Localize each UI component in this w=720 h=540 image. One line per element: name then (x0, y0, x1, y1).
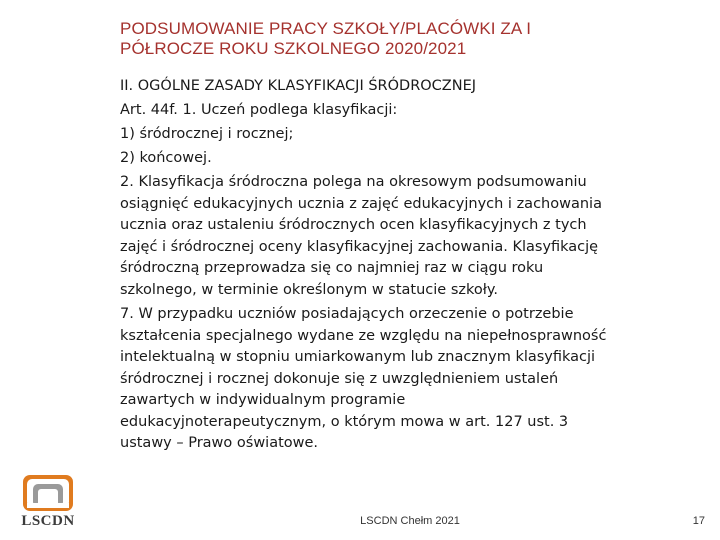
slide-body (120, 76, 705, 458)
list-item: 2) końcowej. (120, 150, 212, 166)
page-number: 17 (692, 515, 705, 527)
article-intro: Art. 44f. 1. Uczeń podlega klasyfikacji: (120, 102, 398, 118)
section-heading: II. OGÓLNE ZASADY KLASYFIKACJI ŚRÓDROCZNEJ (120, 78, 477, 94)
footer-text: LSCDN Chełm 2021 (360, 515, 460, 527)
paragraph-classification: 2. Klasyfikacja śródroczna polega na okresowym podsumowaniu osiągnięć edukacyjnych ucznia z zajęć edukacyjnych i zachowania ucznia oraz ustaleniu śródrocznych ocen klasyfikacyjnych z tych zajęć i śródrocznej oceny klasyfikacyjnej zachowania. Klasyfikację śródroczną przeprowadza się co najmniej raz w ciągu roku szkolnego, w terminie określonym w statucie szkoły. (120, 174, 602, 298)
title-line: PÓŁROCZE ROKU SZKOLNEGO 2020/2021 (120, 39, 467, 58)
lscdn-logo (6, 470, 90, 532)
slide-title (120, 19, 680, 59)
logo-text: LSCDN (21, 513, 75, 529)
title-line: PODSUMOWANIE PRACY SZKOŁY/PLACÓWKI ZA I (120, 19, 532, 38)
list-item: 1) śródrocznej i rocznej; (120, 126, 294, 142)
paragraph-special-education: 7. W przypadku uczniów posiadających orzeczenie o potrzebie kształcenia specjalnego wydane ze względu na niepełnosprawność intelektualną w stopniu umiarkowanym lub znacznym klasyfikacji śródrocznej i rocznej dokonuje się z uwzględnieniem ustaleń zawartych w indywidualnym programie edukacyjnoterapeutycznym, o którym mowa w art. 127 ust. 3 ustawy – Prawo oświatowe. (120, 306, 607, 451)
logo-mark-icon (19, 473, 77, 515)
